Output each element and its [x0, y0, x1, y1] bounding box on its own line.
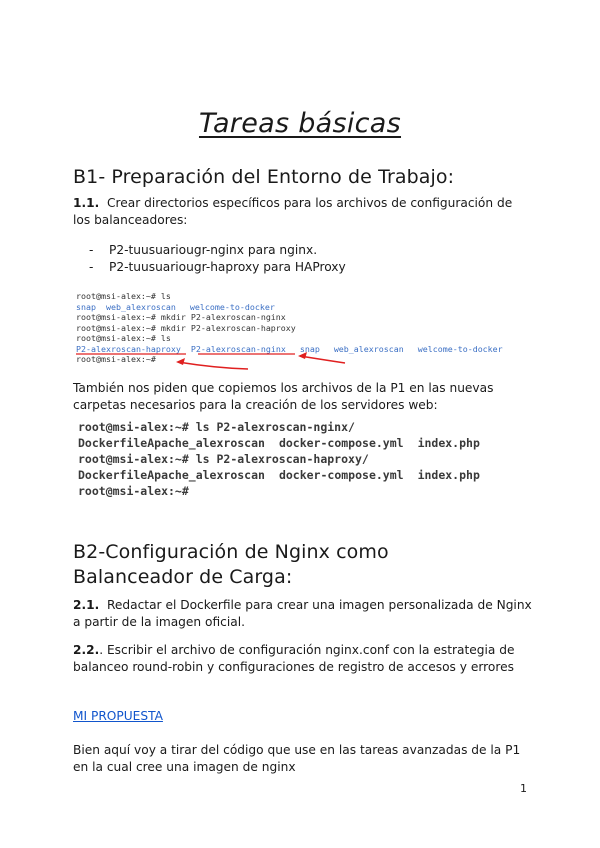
copy-files-paragraph: También nos piden que copiemos los archivos de la P1 en las nuevas carpetas necesarios para la creación de los servidores web:	[73, 381, 494, 412]
dir-entry: snap	[299, 343, 320, 354]
item-2-2-text: . Escribir el archivo de configuración nginx.conf con la estrategia de balanceo round-robin y configuraciones de registro de accesos y errores	[73, 643, 515, 674]
terminal-screenshot-2	[78, 419, 548, 499]
dir-entry: P2-alexroscan-haproxy	[76, 343, 181, 354]
file-entry: docker-compose.yml	[278, 468, 404, 482]
terminal-line: root@msi-alex:~#	[78, 484, 189, 498]
proposal-paragraph: Bien aquí voy a tirar del código que use en las tareas avanzadas de la P1 en la cual cree una imagen de nginx	[73, 743, 521, 774]
item-1-1-number: 1.1.	[73, 196, 100, 210]
item-2-1	[73, 597, 533, 631]
section-b2-heading-line2: Balanceador de Carga:	[73, 566, 293, 588]
section-b1-heading: B1- Preparación del Entorno de Trabajo:	[73, 166, 455, 188]
terminal-line	[78, 467, 548, 483]
bullet-haproxy: - P2-tuusuariougr-haproxy para HAProxy	[89, 259, 509, 276]
dir-entry: snap	[76, 301, 96, 312]
dir-entry: P2-alexroscan-nginx	[190, 343, 286, 354]
terminal-line: root@msi-alex:~# ls P2-alexroscan-haproxy/	[78, 452, 369, 466]
page-number: 1	[520, 782, 527, 795]
terminal-line: root@msi-alex:~# ls	[76, 291, 171, 301]
file-entry: DockerfileApache_alexroscan	[78, 436, 265, 450]
file-entry: index.php	[417, 436, 480, 450]
dir-entry: welcome-to-docker	[417, 343, 503, 354]
file-entry: docker-compose.yml	[278, 436, 404, 450]
terminal-line	[78, 435, 548, 451]
terminal-line: root@msi-alex:~#	[76, 354, 156, 364]
item-2-2	[73, 642, 533, 676]
arrow-to-haproxy-icon	[176, 358, 248, 369]
file-entry: index.php	[417, 468, 480, 482]
proposal-link[interactable]: MI PROPUESTA	[73, 709, 163, 723]
dir-entry: web_alexroscan	[333, 343, 404, 354]
item-2-1-text: Redactar el Dockerfile para crear una imagen personalizada de Nginx a partir de la imagen oficial.	[73, 598, 532, 629]
terminal-line: root@msi-alex:~# ls P2-alexroscan-nginx/	[78, 420, 355, 434]
section-b2-heading-line1: B2-Configuración de Nginx como	[73, 541, 389, 563]
dir-entry: web_alexroscan	[105, 301, 176, 312]
bullet-nginx: - P2-tuusuariougr-nginx para nginx.	[89, 242, 509, 259]
arrow-to-nginx-icon	[298, 352, 345, 363]
item-2-2-number: 2.2.	[73, 643, 100, 657]
terminal-line: root@msi-alex:~# ls	[76, 333, 171, 343]
page-title: Tareas básicas	[198, 108, 402, 139]
item-2-1-number: 2.1.	[73, 598, 100, 612]
file-entry: DockerfileApache_alexroscan	[78, 468, 265, 482]
dir-entry: welcome-to-docker	[189, 301, 275, 312]
terminal-line: root@msi-alex:~# mkdir P2-alexroscan-nginx	[76, 312, 286, 322]
terminal-line: root@msi-alex:~# mkdir P2-alexroscan-haproxy	[76, 322, 296, 333]
item-1-1-text: Crear directorios específicos para los archivos de configuración de los balanceadores:	[73, 196, 513, 227]
